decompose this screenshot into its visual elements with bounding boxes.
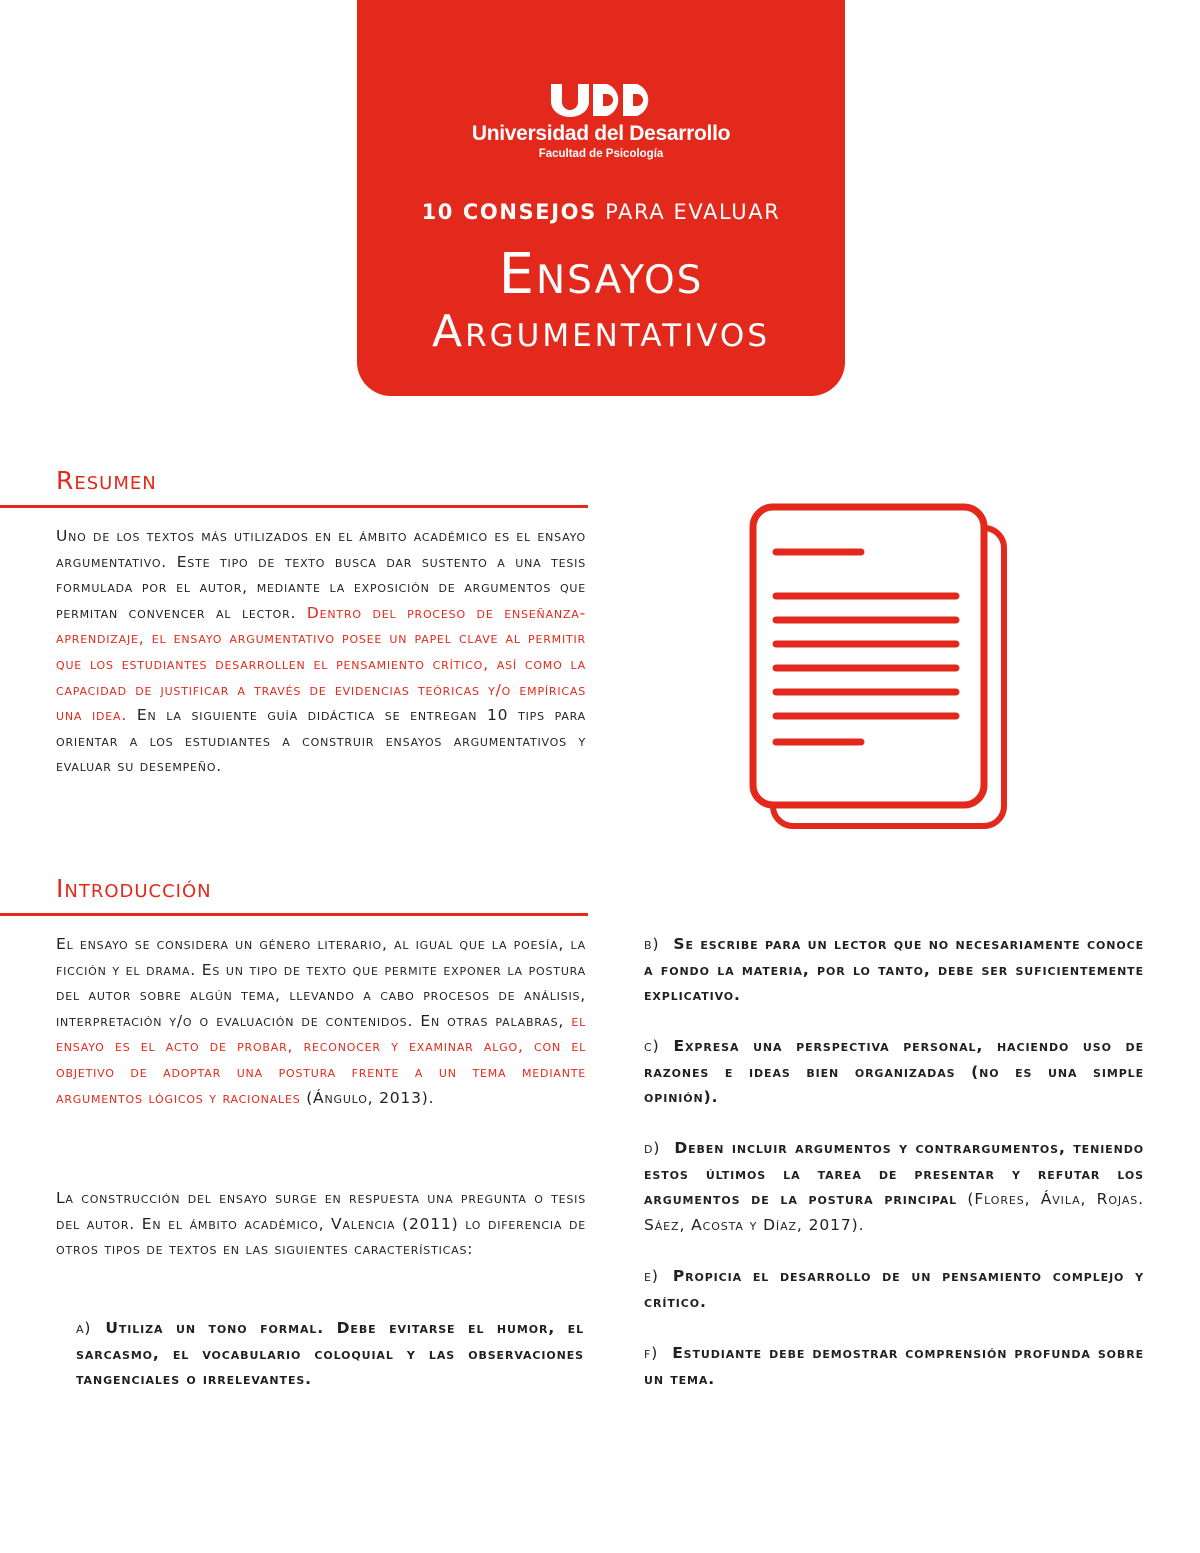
intro-text-1a: El ensayo se considera un género literario, al igual que la poesía, la ficción y el drama. Es un tipo de texto que permite exponer la postura del autor sobre algún tema, llevando a cabo procesos de análisis, interpretación y/o o evaluación de contenidos. En otras palabras, bbox=[56, 935, 586, 1030]
list-item-c bbox=[644, 1034, 1144, 1111]
list-item-d bbox=[644, 1136, 1144, 1238]
intro-highlight: el ensayo es el acto de probar, reconocer y examinar algo, con el objetivo de adoptar una postura frente a un tema mediante argumentos lógicos y racionales bbox=[56, 1011, 586, 1107]
list-letter-e: e) bbox=[644, 1267, 659, 1285]
intro-paragraph-1 bbox=[56, 932, 586, 1111]
list-text-e: Propicia el desarrollo de un pensamiento complejo y crítico. bbox=[644, 1267, 1144, 1311]
header-banner bbox=[357, 0, 845, 396]
page-title-line1: Ensayos bbox=[498, 242, 704, 307]
list-letter-a: a) bbox=[76, 1319, 92, 1337]
resumen-text-1: Uno de los textos más utilizados en el ámbito académico es el ensayo argumentativo. Este tipo de texto busca dar sustento a una tesis formulada por el autor, mediante la exposición de argumentos que permitan convencer al lector. bbox=[56, 527, 586, 622]
list-letter-b: b) bbox=[644, 935, 660, 953]
intro-paragraph-2: La construcción del ensayo surge en respuesta una pregunta o tesis del autor. En el ámbito académico, Valencia (2011) lo diferencia de otros tipos de textos en las siguientes características: bbox=[56, 1189, 586, 1259]
list-letter-d: d) bbox=[644, 1139, 661, 1157]
resumen-paragraph bbox=[56, 524, 586, 780]
udd-logo-icon bbox=[549, 82, 657, 118]
kicker bbox=[357, 200, 845, 224]
list-item-a bbox=[76, 1316, 584, 1393]
list-item-e bbox=[644, 1264, 1144, 1315]
kicker-rest: PARA EVALUAR bbox=[596, 200, 781, 224]
list-citation-d: (Flores, Ávila, Rojas. Sáez, Acosta y Díaz, 2017). bbox=[644, 1190, 1144, 1234]
list-text-d: Deben incluir argumentos y contrargumentos, teniendo estos últimos la tarea de presentar y refutar los argumentos de la postura principal bbox=[644, 1139, 1144, 1209]
list-letter-f: f) bbox=[644, 1344, 659, 1362]
resumen-title: Resumen bbox=[56, 466, 157, 495]
resumen-divider bbox=[0, 505, 588, 508]
list-text-f: Estudiante debe demostrar comprensión profunda sobre un tema. bbox=[644, 1344, 1144, 1388]
university-name: Universidad del Desarrollo bbox=[471, 122, 731, 145]
faculty-name: Facultad de Psicología bbox=[538, 148, 664, 160]
resumen-text-2: En la siguiente guía didáctica se entregan 10 tips para orientar a los estudiantes a construir ensayos argumentativos y evaluar su desempeño. bbox=[56, 706, 586, 776]
resumen-highlight: Dentro del proceso de enseñanza-aprendizaje, el ensayo argumentativo posee un papel clave al permitir que los estudiantes desarrollen el pensamiento crítico, así como la capacidad de justificar a través de evidencias teóricas y/o empíricas una idea. bbox=[56, 603, 586, 725]
kicker-bold: 10 CONSEJOS bbox=[421, 200, 597, 224]
list-text-a: Utiliza un tono formal. Debe evitarse el humor, el sarcasmo, el vocabulario coloquial y las observaciones tangenciales o irrelevantes. bbox=[76, 1319, 584, 1389]
page-title-line2: Argumentativos bbox=[431, 306, 771, 357]
intro-title: Introducción bbox=[56, 874, 212, 903]
list-letter-c: c) bbox=[644, 1037, 660, 1055]
intro-divider bbox=[0, 913, 588, 916]
list-item-f bbox=[644, 1341, 1144, 1392]
list-text-b: Se escribe para un lector que no necesariamente conoce a fondo la materia, por lo tanto, debe ser suficientemente explicativo. bbox=[644, 935, 1144, 1005]
list-text-c: Expresa una perspectiva personal, haciendo uso de razones e ideas bien organizadas (no es una simple opinión). bbox=[644, 1037, 1144, 1107]
intro-citation: (Ángulo, 2013). bbox=[300, 1088, 435, 1107]
list-item-b bbox=[644, 932, 1144, 1009]
document-icon bbox=[748, 502, 1010, 832]
